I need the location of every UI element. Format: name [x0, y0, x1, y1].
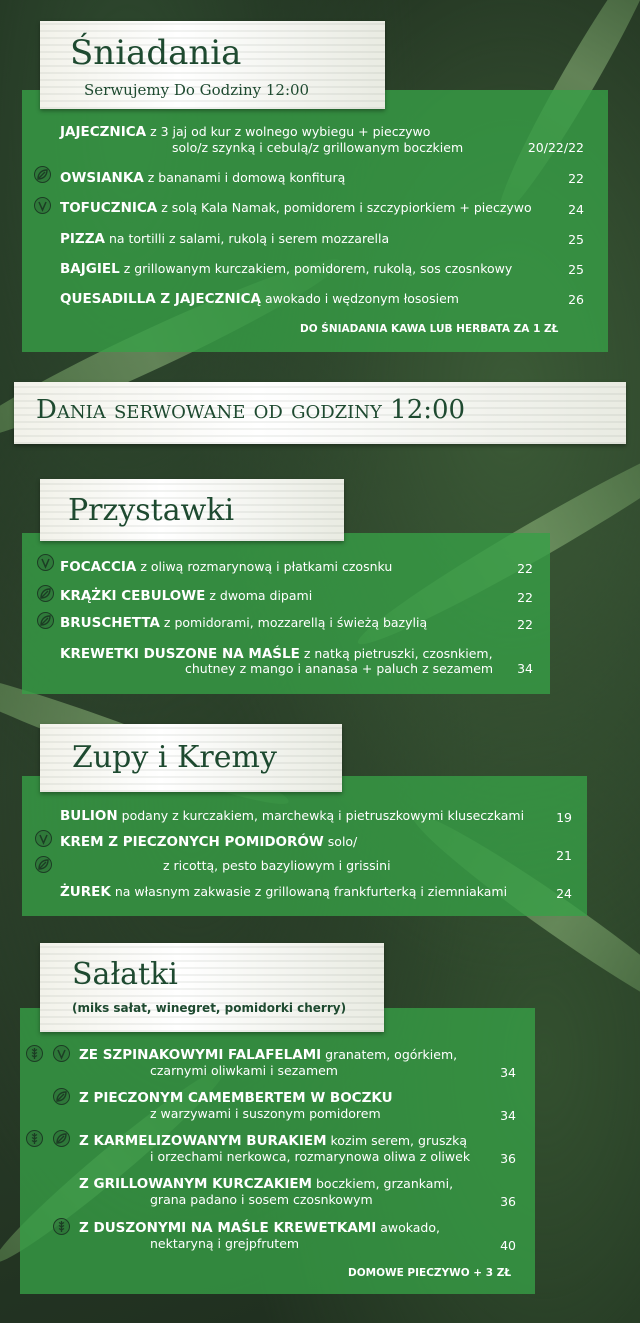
menu-item-desc: z warzywami i suszonym pomidorem [150, 1106, 381, 1121]
menu-item: BULION podany z kurczakiem, marchewką i pietruszkowymi kluseczkami [60, 808, 525, 824]
menu-price: 34 [500, 1065, 516, 1080]
menu-item: JAJECZNICA z 3 jaj od kur z wolnego wybiegu + pieczywo [60, 124, 431, 140]
menu-item: ZE SZPINAKOWYMI FALAFELAMI granatem, ogórkiem, [79, 1047, 458, 1063]
menu-price: 36 [500, 1151, 516, 1166]
menu-item: BRUSCHETTA z pomidorami, mozzarellą i świeżą bazylią [60, 615, 428, 631]
menu-item: KREWETKI DUSZONE NA MAŚLE z natką pietruszki, czosnkiem, [60, 646, 493, 662]
menu-price: 24 [556, 886, 572, 901]
menu-item: PIZZA na tortilli z salami, rukolą i serem mozzarella [60, 231, 390, 247]
menu-item: Z GRILLOWANYM KURCZAKIEM boczkiem, grzankami, [79, 1176, 454, 1192]
vegan-v-icon [37, 554, 54, 571]
menu-price: 24 [568, 202, 584, 217]
menu-price: 25 [568, 232, 584, 247]
salads-banner [40, 943, 384, 1032]
menu-price: 19 [556, 810, 572, 825]
menu-item: OWSIANKA z bananami i domową konfiturą [60, 170, 346, 186]
menu-item-desc: czarnymi oliwkami i sezamem [150, 1063, 338, 1078]
menu-item-desc: grana padano i sosem czosnkowym [150, 1192, 373, 1207]
menu-price: 22 [517, 561, 533, 576]
vegan-v-icon [35, 830, 52, 847]
salads-title: Sałatki [72, 957, 178, 992]
breakfast-banner [40, 21, 385, 109]
wheat-icon [26, 1045, 43, 1062]
menu-item: TOFUCZNICA z solą Kala Namak, pomidorem i szczypiorkiem + pieczywo [60, 200, 532, 216]
wheat-icon [53, 1218, 70, 1235]
breakfast-subtitle: Serwujemy Do Godziny 12:00 [84, 81, 310, 99]
menu-item: ŻUREK na własnym zakwasie z grillowaną frankfurterką i ziemniakami [60, 884, 508, 900]
menu-item: KREM Z PIECZONYCH POMIDORÓW solo/ [60, 834, 358, 850]
menu-item-desc: chutney z mango i ananasa + paluch z sezamem [185, 661, 494, 676]
menu-price: 22 [568, 171, 584, 186]
breakfast-note: DO ŚNIADANIA KAWA LUB HERBATA ZA 1 ZŁ [300, 323, 559, 335]
menu-item: FOCACCIA z oliwą rozmarynową i płatkami czosnku [60, 559, 393, 575]
leaf-icon [53, 1130, 70, 1147]
leaf-icon [35, 856, 52, 873]
menu-price: 22 [517, 590, 533, 605]
menu-item: KRĄŻKI CEBULOWE z dwoma dipami [60, 588, 313, 604]
leaf-icon [37, 585, 54, 602]
leaf-icon [53, 1088, 70, 1105]
wheat-icon [26, 1130, 43, 1147]
menu-price: 26 [568, 292, 584, 307]
menu-price: 22 [517, 617, 533, 632]
leaf-icon [37, 612, 54, 629]
menu-item: Z PIECZONYM CAMEMBERTEM W BOCZKU [79, 1090, 393, 1106]
menu-price: 25 [568, 262, 584, 277]
noon-banner-text: Dania serwowane od godziny 12:00 [36, 395, 466, 425]
menu-price: 21 [556, 848, 572, 863]
vegan-v-icon [53, 1045, 70, 1062]
menu-item: Z KARMELIZOWANYM BURAKIEM kozim serem, gruszką [79, 1133, 467, 1149]
vegan-v-icon [34, 197, 51, 214]
menu-price: 20/22/22 [527, 140, 584, 155]
menu-price: 40 [500, 1238, 516, 1253]
menu-item-desc: i orzechami nerkowca, rozmarynowa oliwa z oliwek [150, 1149, 471, 1164]
leaf-icon [34, 166, 51, 183]
starters-banner [40, 479, 344, 541]
soups-banner [40, 724, 342, 792]
salads-subtitle: (miks sałat, winegret, pomidorki cherry) [72, 1001, 347, 1015]
menu-item: BAJGIEL z grillowanym kurczakiem, pomidorem, rukolą, sos czosnkowy [60, 261, 513, 277]
salads-note: DOMOWE PIECZYWO + 3 ZŁ [348, 1267, 512, 1279]
menu-price: 36 [500, 1194, 516, 1209]
menu-item: QUESADILLA Z JAJECZNICĄ awokado i wędzonym łososiem [60, 291, 459, 307]
breakfast-title: Śniadania [70, 33, 242, 73]
menu-price: 34 [500, 1108, 516, 1123]
soups-title: Zupy i Kremy [72, 740, 277, 775]
menu-item-desc: z ricottą, pesto bazyliowym i grissini [163, 858, 391, 873]
menu-price: 34 [517, 661, 533, 676]
menu-item: Z DUSZONYMI NA MAŚLE KREWETKAMI awokado, [79, 1220, 440, 1236]
noon-banner [14, 382, 626, 444]
starters-title: Przystawki [68, 493, 235, 528]
menu-item-desc: solo/z szynką i cebulą/z grillowanym boczkiem [172, 140, 464, 155]
menu-item-desc: nektaryną i grejpfrutem [150, 1236, 300, 1251]
